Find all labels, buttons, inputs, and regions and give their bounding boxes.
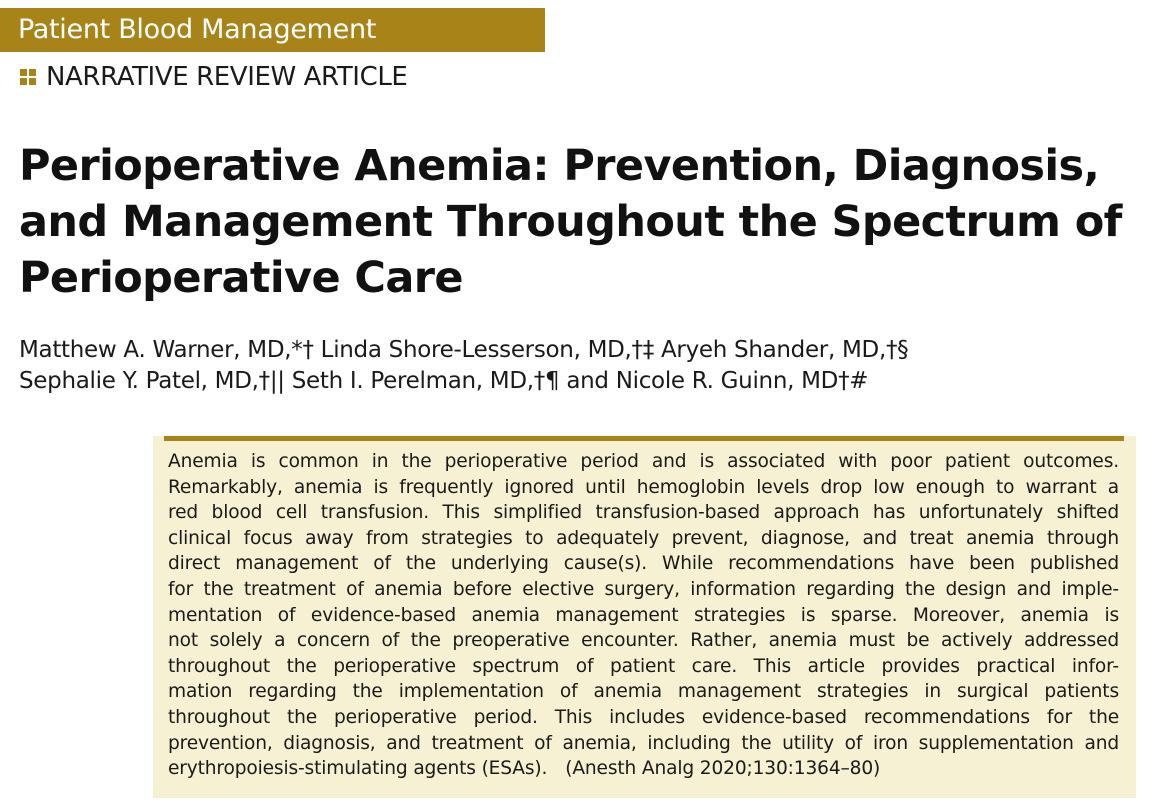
- author-line: Matthew A. Warner, MD,*† Linda Shore-Lesserson, MD,†‡ Aryeh Shander, MD,†§: [19, 337, 909, 363]
- citation: (Anesth Analg 2020;130:1364–80): [565, 758, 881, 780]
- section-banner: Patient Blood Management: [0, 8, 545, 52]
- abstract-line: erythropoiesis-stimulating agents (ESAs).: [168, 758, 548, 780]
- abstract-line: red blood cell transfusion. This simplified transfusion-based approach has unfortunately shifted: [168, 502, 1119, 524]
- author-line: Sephalie Y. Patel, MD,†|| Seth I. Perelman, MD,†¶ and Nicole R. Guinn, MD†#: [19, 368, 869, 394]
- grid-square-icon: [20, 69, 36, 85]
- abstract-line: clinical focus away from strategies to adequately prevent, diagnose, and treat anemia through: [168, 527, 1119, 549]
- abstract-line: prevention, diagnosis, and treatment of anemia, including the utility of iron supplementation and: [168, 732, 1119, 754]
- abstract-line: for the treatment of anemia before elective surgery, information regarding the design and imple-: [168, 578, 1119, 600]
- abstract-line: mentation of evidence-based anemia management strategies is sparse. Moreover, anemia is: [168, 604, 1119, 626]
- abstract-top-rule: [164, 436, 1124, 441]
- abstract-text: [168, 449, 1119, 782]
- abstract-last-line: [168, 756, 1119, 782]
- abstract-line: throughout the perioperative spectrum of patient care. This article provides practical infor-: [168, 655, 1119, 677]
- abstract-box: [153, 436, 1136, 798]
- abstract-line: not solely a concern of the preoperative encounter. Rather, anemia must be actively addressed: [168, 630, 1119, 652]
- title-line: Perioperative Care: [19, 253, 463, 303]
- abstract-line: Anemia is common in the perioperative period and is associated with poor patient outcomes.: [168, 451, 1119, 472]
- abstract-line: mation regarding the implementation of anemia management strategies in surgical patients: [168, 681, 1119, 703]
- title-line: Perioperative Anemia: Prevention, Diagnosis,: [19, 141, 1100, 191]
- abstract-line: direct management of the underlying cause(s). While recommendations have been published: [168, 553, 1119, 575]
- article-title: [19, 138, 1139, 306]
- title-line: and Management Throughout the Spectrum of: [19, 197, 1122, 247]
- article-type: [20, 61, 407, 93]
- abstract-line: throughout the perioperative period. This includes evidence-based recommendations for the: [168, 706, 1119, 728]
- abstract-line: Remarkably, anemia is frequently ignored until hemoglobin levels drop low enough to warrant a: [168, 476, 1119, 498]
- author-list: [19, 335, 1139, 397]
- article-type-label: NARRATIVE REVIEW ARTICLE: [46, 62, 408, 92]
